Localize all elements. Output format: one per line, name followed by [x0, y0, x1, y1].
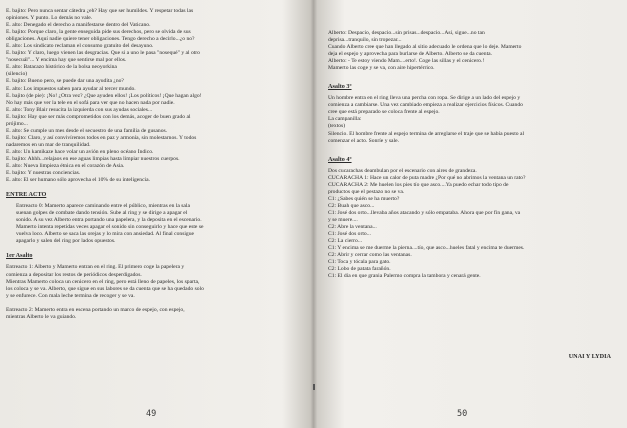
text-line: C2: Lobo de patata farañón.: [328, 266, 391, 273]
text-line: Alberto: - Te estoy viendo Mam....erto!. Coge las sillas y el cenicero.!: [328, 58, 485, 65]
left-page: [0, 0, 312, 428]
text-line: E. alto: Los impuestos saben para ayudar al tercer mundo.: [6, 85, 136, 92]
text-line: C1: El día en que grania Palermo compra la tambora y cenará gente.: [328, 273, 481, 280]
text-line: nadaremos en un mar de tranquilidad.: [6, 141, 91, 148]
text-line: E. bajito: Y nuestras conciencias.: [6, 170, 81, 177]
text-line: La campanilla:: [328, 116, 362, 123]
page-number-left: 49: [146, 409, 157, 419]
text-line: E. alto: Denegado el derecho a manifestarse dentro del Vaticano.: [6, 22, 151, 29]
text-line: Entreacto 1: Alberto y Mamerto entran en el ring. El primero coge la papelera y: [6, 264, 185, 271]
text-line: E. bajito: Hay que ser más comprometidos con los demás, acoger de buen grado al: [6, 113, 191, 120]
text-line: y se enfurece. Con mala leche termina de recoger y se va.: [6, 292, 135, 299]
asalto-1-block: [6, 264, 302, 299]
text-line: (silencio): [6, 71, 28, 78]
text-line: C1: Y encima se me duerme la pierna....tío, que asco...hueles fatal y encima te duermes.: [328, 245, 525, 252]
text-line: Cuando Alberto cree que han llegado al sitio adecuado le ordena que lo deje. Mamerto: [328, 44, 522, 51]
text-line: E. alto: Tony Blair resucita la izquierda con sus ayudas sociales...: [6, 106, 153, 113]
text-line: E. alto: Un kamikaze hace volar un avión en pleno océano Índico.: [6, 148, 154, 155]
text-line: C2: Abre la ventana...: [328, 223, 377, 230]
text-line: No hay más que ver la tele en el sofá para ver que no hacen nada por nadie.: [6, 99, 175, 106]
page-number-right: 50: [457, 409, 468, 419]
text-line: deprisa...tranquilo, sin tropezar...: [328, 37, 402, 44]
section-heading-entre-acto: ENTRE ACTO: [6, 191, 47, 199]
text-line: Un hombre entra en el ring lleva una percha con ropa. Se dirige a un lado del espejo y: [328, 95, 521, 102]
text-line: E. bajito: Porque claro, la gente enseguida pide sus derechos, pero se olvida de sus: [6, 29, 191, 36]
text-line: Entreacto 2: Mamerto entra en escena portando un marco de espejo, con espejo,: [6, 306, 185, 313]
text-line: E. alto: Batacazo histórico de la bolsa neoyorkina: [6, 64, 117, 71]
text-line: CUCARACHA 1: Hace un calor de puta madre ¿Por qué no abrimos la ventana un rato?: [328, 174, 526, 181]
text-line: cree que está preparado se coloca frente al espejo.: [328, 109, 440, 116]
scene-top-block: [328, 30, 613, 72]
text-line: C1: José dos orto...: [328, 231, 371, 238]
text-line: Mientras Mamerto coloca un cenicero en el ring, pero está lleno de papeles, los sparta,: [6, 278, 200, 285]
text-line: comienza a depositar los restos de periódicos desperdigados.: [6, 271, 142, 278]
text-line: Alberto: Despacio, despacio...sin prisas...despacio...Así, sigue...no tan: [328, 30, 485, 36]
text-line: comienza a cambiarse. Una vez cambiado empieza a realizar ejercicios físicos. Cuando: [328, 102, 523, 109]
text-line: E. alto: Se cumple un mes desde el secuestro de una familia de gusanos.: [6, 127, 168, 134]
section-heading-asalto-1: 1er Asalto: [6, 252, 33, 260]
text-line: E. bajito: Ahhh...relajaos en ese aguas limpias hasta limpiar nuestros cuerpos.: [6, 155, 180, 162]
text-line: E. bajito: Bueno pero, se puede dar una ayudita ¿no?: [6, 78, 124, 85]
entreacto-2-block: [6, 307, 302, 321]
text-line: C2: Abrir y cerrar como las ventanas.: [328, 252, 412, 259]
text-line: C2: La cierro...: [328, 238, 363, 245]
text-line: C2: Buah que asco...: [328, 202, 375, 209]
text-line: C1: José dos orto...llevaba años atacando y sólo empataba. Ahora que por fin gana, va: [328, 209, 521, 216]
section-heading-asalto-4: Asalto 4º: [328, 155, 352, 163]
asalto-4-block: [328, 168, 613, 281]
text-line: E. alto: Los sindicato reclaman el consumo gratuito del desayuno.: [6, 43, 154, 50]
text-line: E. bajito (de pie): ¡No! ¿Otra vez? ¿Que ayuden ellos! ¡Los políticos! ¡Que hagan algo!: [6, 92, 202, 99]
text-line: Dos cucarachas deambulan por el escenario con aires de grandeza.: [328, 167, 477, 174]
asalto-3-block: [328, 95, 613, 144]
text-line: apagarlo y salen del ring por lados opuestos.: [16, 238, 116, 245]
text-line: los coloca y se va. Alberto, que sigue en sus labores se da cuenta que se ha quedado solo: [6, 285, 204, 292]
text-line: suenan golpes de combate dando tensión. Sube al ring y se dirige a apagar el: [16, 210, 188, 217]
text-line: Entreacto 0: Mamerto aparece caminando entre el público, mientras en la sala: [16, 203, 190, 210]
section-heading-asalto-3: Asalto 3º: [328, 83, 352, 91]
text-line: C1: ¿Sabes quién se ha muerto?: [328, 195, 400, 202]
text-line: Mamerto intenta repetidas veces apagar el sonido sin conseguirlo y hace que este se: [16, 224, 204, 231]
text-line: Silencio. El hombre frente al espejo termina de arreglarse el traje que se había puesto al: [328, 130, 525, 137]
text-line: Mamerto las coge y se va, con aire hipertérrico.: [328, 65, 435, 72]
text-line: E. alto: Nueva limpieza étnica en el corazón de Asia.: [6, 163, 125, 170]
text-line: E. bajito: Y claro, luego vienen las desgracias. Que si a uno le pasa "nosequé" y al otro: [6, 50, 200, 57]
text-line: sonido. A su vez Alberto entra portando una papelera, y la deposita en el escenario.: [16, 217, 202, 224]
dialogue-block: [6, 8, 302, 184]
text-line: E. bajito: Claro, y así convivíremos todos en paz y armonía, sin molestarnos. Y todos: [6, 134, 197, 141]
text-line: vuelva loco. Alberto se saca las orejas y lo mira con ansiedad. Al final consigue: [16, 231, 195, 238]
text-line: deja el espejo y aprovecha para burlarse de Alberto. Alberto se da cuenta.: [328, 51, 493, 58]
right-page: [316, 0, 627, 428]
text-line: prójimo...: [6, 120, 28, 127]
text-line: opiniones. Y punto. Lo demás no vale.: [6, 15, 93, 22]
entreacto-0-block: [6, 203, 302, 245]
text-line: E. bajito: Pero nunca sentar cátedra ¿eh? Hay que ser humildes. Y respetar todas las: [6, 8, 194, 14]
text-line: "nosecuál"... Y encima hay que sentirse mal por ellos.: [6, 57, 127, 64]
author-signature: UNAI Y LYDIA: [568, 353, 611, 360]
text-line: C1: Toca y tócala para gato.: [328, 259, 391, 266]
text-line: mientras Alberto le va guiando.: [6, 313, 77, 320]
text-line: productos que el pestazo no se va.: [328, 188, 405, 195]
text-line: E. alto: El ser humano sólo aprovecha el 10% de su inteligencia.: [6, 177, 150, 184]
text-line: y se muere....: [328, 216, 358, 223]
text-line: CUCARACHA 2: Me huelen los pies tío que asco....Ya puedo echar todo tipo de: [328, 181, 509, 188]
text-line: (textos): [328, 123, 346, 130]
text-line: comenzar el acto. Sonríe y sale.: [328, 137, 399, 144]
text-line: obligaciones. Aquí nadie quiere tener obligaciones. Tengo derecho a decirlo...¿o no?: [6, 36, 195, 43]
binding-mark: [313, 384, 315, 390]
